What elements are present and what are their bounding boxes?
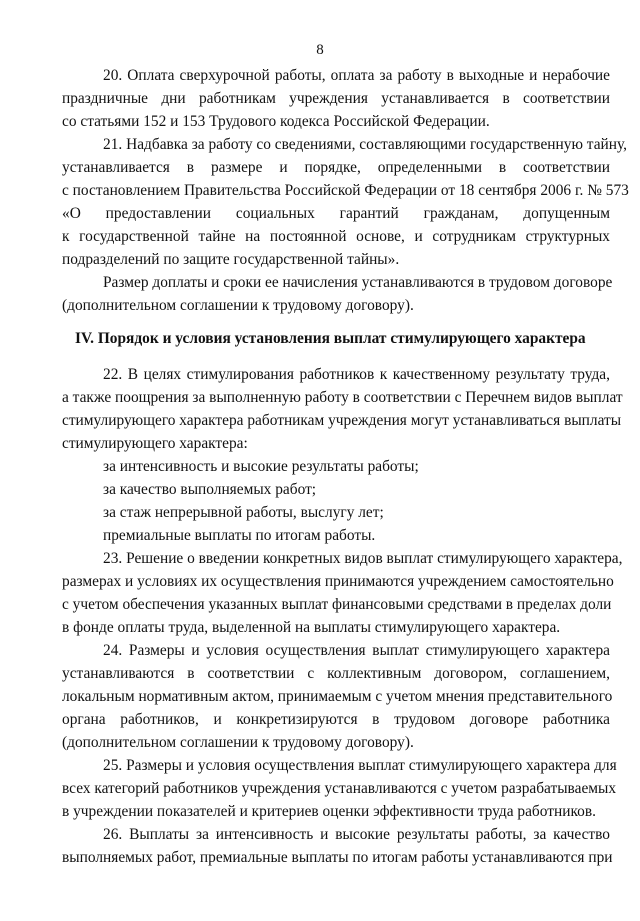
list-item: за качество выполняемых работ;	[103, 481, 317, 498]
text-line: (дополнительном соглашении к трудовому договору).	[62, 734, 414, 751]
text-line: устанавливаются в соответствии с коллективным договором, соглашением,	[62, 665, 610, 682]
list-item: за стаж непрерывной работы, выслугу лет;	[103, 504, 384, 521]
text-line: с постановлением Правительства Российской Федерации от 18 сентября 2006 г. № 573	[62, 182, 629, 199]
text-line: «О предоставлении социальных гарантий гражданам, допущенным	[62, 205, 610, 222]
text-line: всех категорий работников учреждения устанавливаются с учетом разрабатываемых	[62, 780, 617, 797]
text-line: локальным нормативным актом, принимаемым с учетом мнения представительного	[62, 688, 613, 705]
text-line: выполняемых работ, премиальные выплаты по итогам работы устанавливаются при	[62, 849, 613, 866]
text-line: (дополнительном соглашении к трудовому договору).	[62, 297, 414, 314]
text-line: а также поощрения за выполненную работу в соответствии с Перечнем видов выплат	[62, 389, 623, 406]
text-line: подразделений по защите государственной тайны».	[62, 251, 400, 268]
text-line: стимулирующего характера работникам учреждения могут устанавливаться выплаты	[62, 412, 622, 429]
page-number: 8	[316, 42, 324, 58]
text-line: 23. Решение о введении конкретных видов выплат стимулирующего характера,	[103, 550, 623, 567]
text-line: праздничные дни работникам учреждения устанавливается в соответствии	[62, 90, 610, 107]
list-item: за интенсивность и высокие результаты работы;	[103, 458, 419, 475]
text-line: стимулирующего характера:	[62, 435, 248, 452]
text-line: 25. Размеры и условия осуществления выплат стимулирующего характера для	[103, 757, 617, 774]
text-line: к государственной тайне на постоянной основе, и сотрудникам структурных	[62, 228, 610, 245]
text-line: устанавливается в размере и порядке, определенными в соответствии	[62, 159, 610, 176]
text-line: с учетом обеспечения указанных выплат финансовыми средствами в пределах доли	[62, 596, 612, 613]
text-line: Размер доплаты и сроки ее начисления устанавливаются в трудовом договоре	[103, 274, 613, 291]
text-line: 26. Выплаты за интенсивность и высокие результаты работы, за качество	[103, 826, 610, 843]
text-line: в учреждении показателей и критериев оценки эффективности труда работников.	[62, 803, 596, 820]
text-line: 22. В целях стимулирования работников к качественному результату труда,	[103, 366, 610, 383]
text-line: 20. Оплата сверхурочной работы, оплата за работу в выходные и нерабочие	[103, 67, 610, 84]
text-line: 24. Размеры и условия осуществления выплат стимулирующего характера	[103, 642, 610, 659]
text-line: в фонде оплаты труда, выделенной на выплаты стимулирующего характера.	[62, 619, 561, 636]
section-heading: IV. Порядок и условия установления выплат стимулирующего характера	[75, 330, 586, 347]
text-line: органа работников, и конкретизируются в трудовом договоре работника	[62, 711, 610, 728]
text-line: 21. Надбавка за работу со сведениями, составляющими государственную тайну,	[103, 136, 628, 153]
text-line: со статьями 152 и 153 Трудового кодекса Российской Федерации.	[62, 113, 490, 130]
text-line: размерах и условиях их осуществления принимаются учреждением самостоятельно	[62, 573, 614, 590]
list-item: премиальные выплаты по итогам работы.	[103, 527, 376, 544]
